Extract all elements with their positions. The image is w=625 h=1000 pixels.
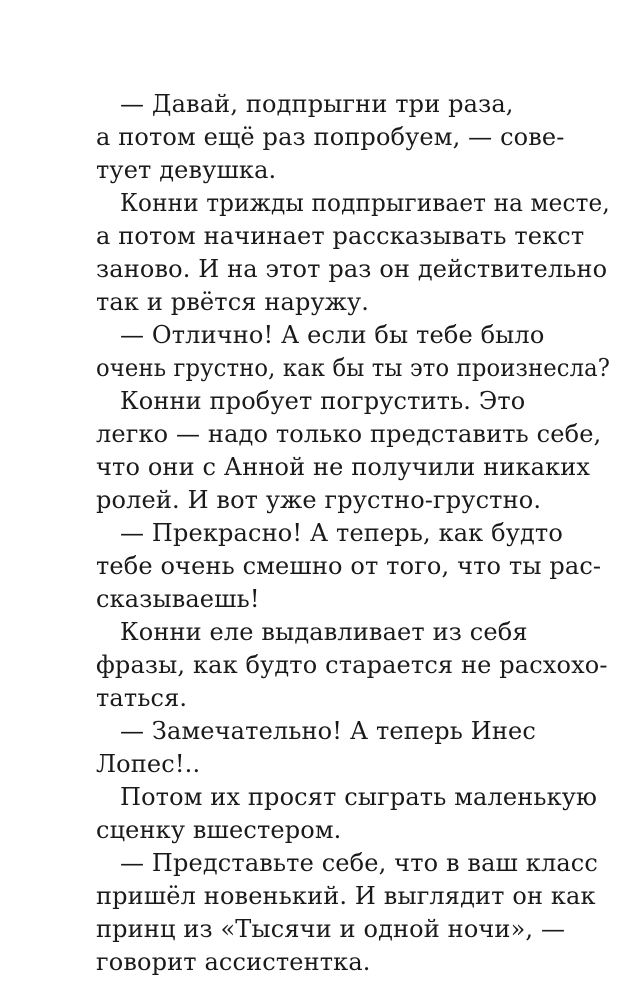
text-line: тебе очень смешно от того, что ты рас- [96,552,602,580]
text-line: а потом начинает рассказывать текст [96,222,585,250]
text-line: тует девушка. [96,156,277,184]
text-line: заново. И на этот раз он действительно [96,255,608,283]
text-line: сценку вшестером. [96,816,342,844]
text-line: говорит ассистентка. [96,948,371,976]
text-line: так и рвётся наружу. [96,288,370,316]
text-line: Потом их просят сыграть маленькую [120,783,598,811]
text-line: пришёл новенький. И выглядит он как [96,882,596,910]
text-line: легко — надо только представить себе, [96,420,602,448]
text-line: — Отлично! А если бы тебе было [120,321,545,349]
text-line: Лопес!.. [96,750,201,778]
text-line: фразы, как будто старается не расхохо- [96,651,608,679]
text-line: таться. [96,684,188,712]
text-line: очень грустно, как бы ты это произнесла? [96,354,611,382]
text-line: ролей. И вот уже грустно-грустно. [96,486,542,514]
text-line: Конни трижды подпрыгивает на месте, [120,189,610,217]
text-line: — Замечательно! А теперь Инес [120,717,536,745]
text-line: Конни пробует погрустить. Это [120,387,526,415]
text-line: — Представьте себе, что в ваш класс [120,849,598,877]
text-line: сказываешь! [96,585,260,613]
text-line: — Прекрасно! А теперь, как будто [120,519,563,547]
text-line: что они с Анной не получили никаких [96,453,591,481]
text-line: — Давай, подпрыгни три раза, [120,90,514,118]
text-line: Конни еле выдавливает из себя [120,618,528,646]
text-line: принц из «Тысячи и одной ночи», — [96,915,566,943]
text-line: а потом ещё раз попробуем, — сове- [96,123,565,151]
